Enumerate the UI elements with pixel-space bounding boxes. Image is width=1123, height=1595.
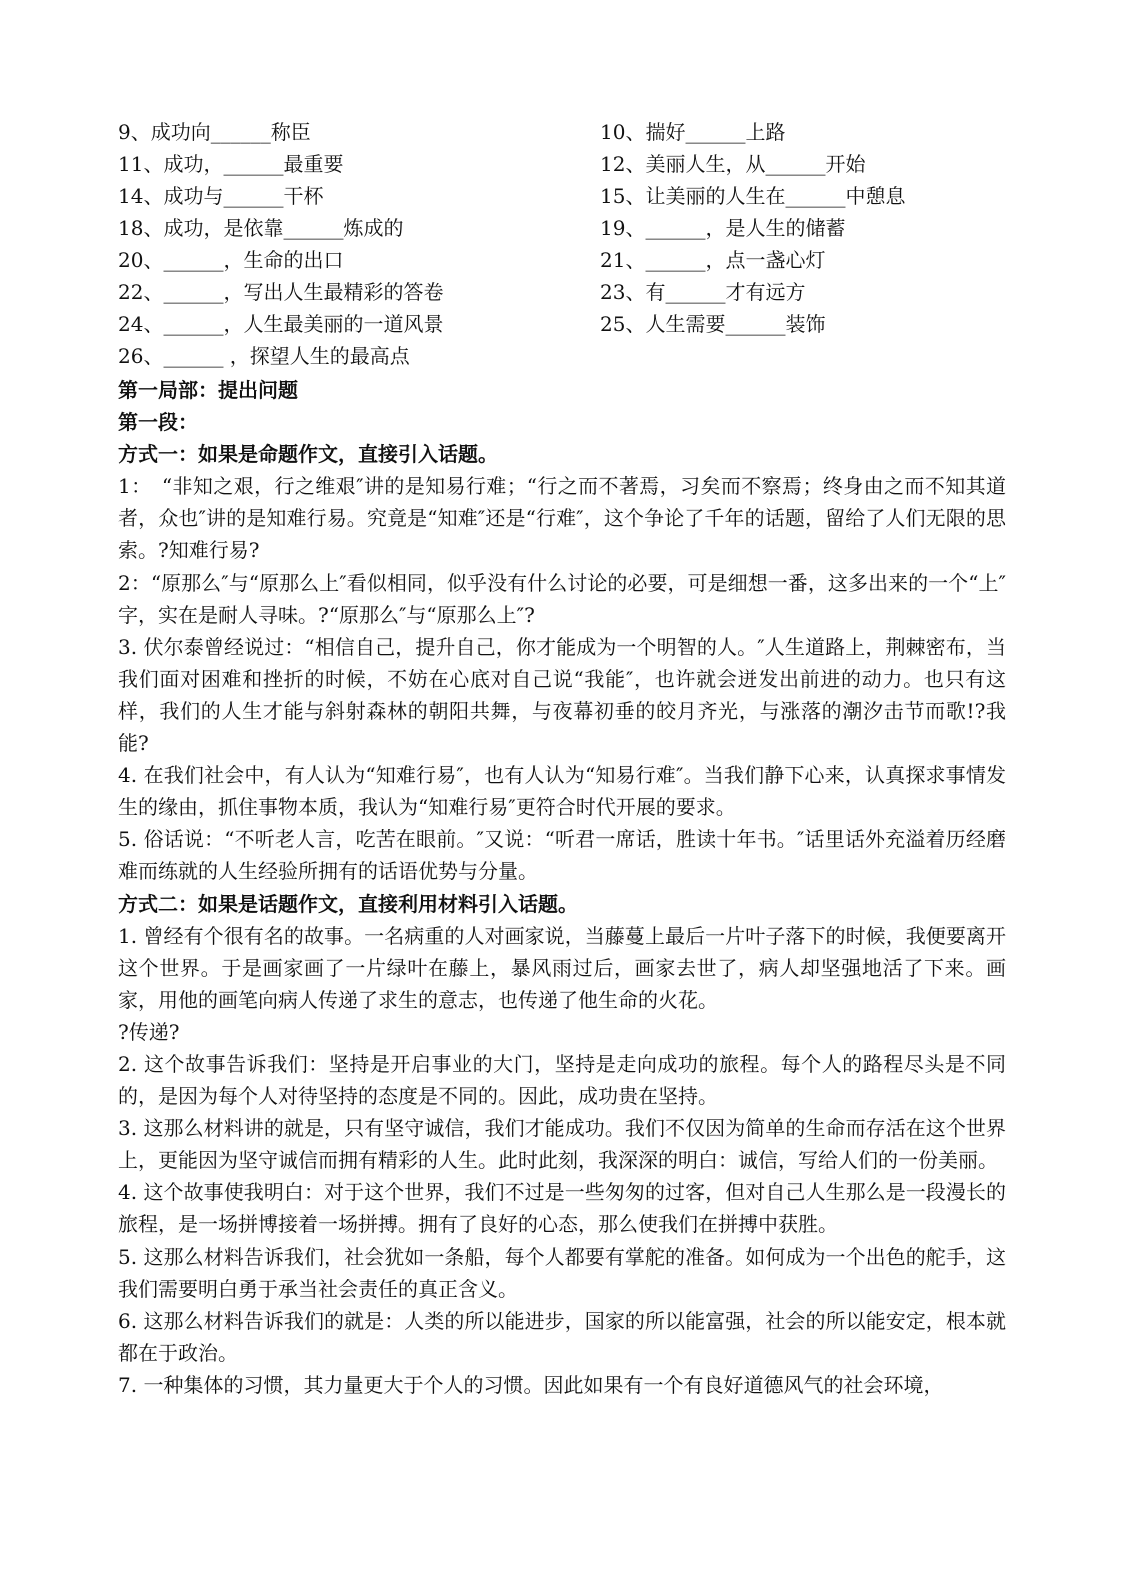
paragraph: 3. 这那么材料讲的就是，只有坚守诚信，我们才能成功。我们不仅因为简单的生命而存活在这个世界上，更能因为坚守诚信而拥有精彩的人生。此时此刻，我深深的明白：诚信，写给人们的一份美丽。 <box>118 1116 1006 1173</box>
paragraph: 3. 伏尔泰曾经说过：“相信自己，提升自己，你才能成为一个明智的人。″人生道路上，荆棘密布，当我们面对困难和挫折的时候，不妨在心底对自己说“我能″，也许就会迸发出前进的动力。也只有这样，我们的人生才能与斜射森林的朝阳共舞，与夜幕初垂的皎月齐光，与涨落的潮汐击节而歌!?我能? <box>118 634 1006 756</box>
paragraph: 7. 一种集体的习惯，其力量更大于个人的习惯。因此如果有一个有良好道德风气的社会环境， <box>118 1372 944 1397</box>
title-item: 9、成功向______称臣 <box>118 120 311 144</box>
title-row <box>0 244 1123 276</box>
part-heading: 第一局部：提出问题 <box>118 378 298 402</box>
paragraph: 4. 这个故事使我明白：对于这个世界，我们不过是一些匆匆的过客，但对自己人生那么是一段漫长的旅程，是一场拼博接着一场拼搏。拥有了良好的心态，那么使我们在拼搏中获胜。 <box>118 1180 1006 1237</box>
paragraph: 2. 这个故事告诉我们：坚持是开启事业的大门，坚持是走向成功的旅程。每个人的路程尽头是不同的，是因为每个人对待坚持的态度是不同的。因此，成功贵在坚持。 <box>118 1051 1006 1109</box>
title-row <box>0 308 1123 340</box>
paragraph: 1： “非知之艰，行之维艰″讲的是知易行难；“行之而不著焉，习矣而不察焉；终身由之而不知其道者，众也″讲的是知难行易。究竟是“知难″还是“行难″，这个争论了千年的话题，留给了人们无限的思索。?知难行易? <box>118 474 1006 563</box>
title-row <box>0 116 1123 148</box>
title-item: 24、______，人生最美丽的一道风景 <box>118 312 444 336</box>
title-item: 15、让美丽的人生在______中憩息 <box>600 184 906 208</box>
title-item: 14、成功与______干杯 <box>118 184 324 208</box>
paragraph: 2：“原那么″与“原那么上″看似相同，似乎没有什么讨论的必要，可是细想一番，这多出来的一个“上″字，实在是耐人寻味。?“原那么″与“原那么上″? <box>118 570 1006 627</box>
title-item: 22、______，写出人生最精彩的答卷 <box>118 280 444 304</box>
title-item: 18、成功，是依靠______炼成的 <box>118 216 404 240</box>
title-row <box>0 212 1123 244</box>
title-item: 20、______，生命的出口 <box>118 248 344 272</box>
paragraph: 1. 曾经有个很有名的故事。一名病重的人对画家说，当藤蔓上最后一片叶子落下的时候，我便要离开这个世界。于是画家画了一片绿叶在藤上，暴风雨过后，画家去世了，病人却坚强地活了下来。画家，用他的画笔向病人传递了求生的意志，也传递了他生命的火花。 <box>118 923 1006 1012</box>
title-row <box>0 180 1123 212</box>
paragraph: 4. 在我们社会中，有人认为“知难行易″，也有人认为“知易行难″。当我们静下心来，认真探求事情发生的缘由，抓住事物本质，我认为“知难行易″更符合时代开展的要求。 <box>118 763 1006 820</box>
title-item: 21、______，点一盏心灯 <box>600 248 826 272</box>
method-heading: 方式一：如果是命题作文，直接引入话题。 <box>118 442 498 467</box>
paragraph: 5. 俗话说：“不听老人言，吃苦在眼前。″又说：“听君一席话，胜读十年书。″话里话外充溢着历经磨难而练就的人生经验所拥有的话语优势与分量。 <box>118 827 1006 884</box>
section-heading: 第一段： <box>118 410 198 435</box>
title-item: 10、揣好______上路 <box>600 120 786 144</box>
paragraph: 5. 这那么材料告诉我们，社会犹如一条船，每个人都要有掌舵的准备。如何成为一个出色的舵手，这我们需要明白勇于承当社会责任的真正含义。 <box>118 1244 1006 1301</box>
title-item: 23、有______才有远方 <box>600 280 806 304</box>
paragraph: 6. 这那么材料告诉我们的就是：人类的所以能进步，国家的所以能富强，社会的所以能安定，根本就都在于政治。 <box>118 1308 1006 1365</box>
title-item: 12、美丽人生，从______开始 <box>600 152 866 176</box>
title-row <box>0 148 1123 180</box>
title-item: 11、成功，______最重要 <box>118 152 344 176</box>
title-item: 26、______ ，探望人生的最高点 <box>118 344 410 368</box>
paragraph: ?传递? <box>118 1019 180 1044</box>
title-item: 25、人生需要______装饰 <box>600 312 826 336</box>
title-item: 19、______，是人生的储蓄 <box>600 216 846 240</box>
method-heading: 方式二：如果是话题作文，直接利用材料引入话题。 <box>118 891 578 916</box>
body-text <box>118 374 1006 1401</box>
title-row <box>0 340 1123 372</box>
title-row <box>0 276 1123 308</box>
